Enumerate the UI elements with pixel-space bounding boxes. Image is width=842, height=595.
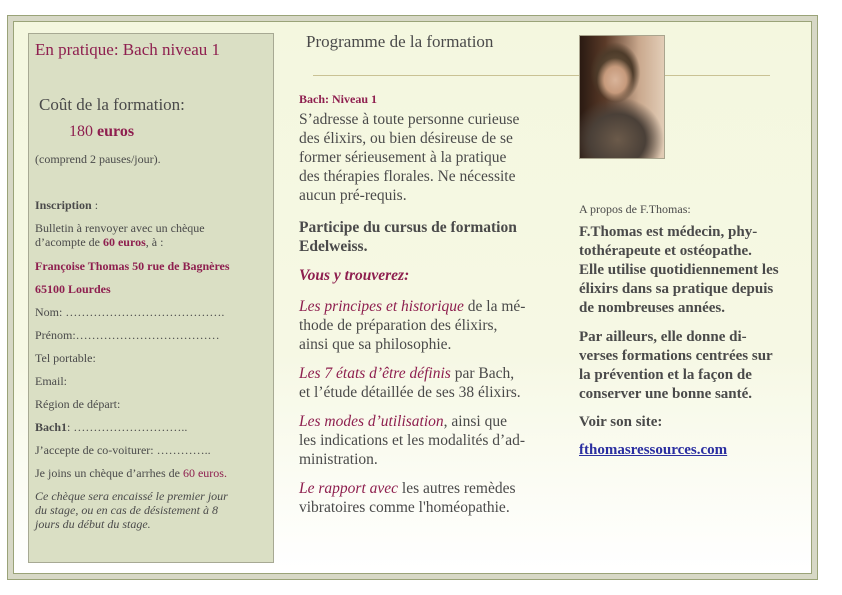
price-unit: euros <box>97 123 135 140</box>
bulletin-prefix: d’acompte de <box>35 235 103 249</box>
inscription-colon: : <box>91 198 99 212</box>
item-line: ainsi que sa philosophie. <box>299 336 452 353</box>
divider <box>313 75 770 76</box>
bio-line: élixirs dans sa pratique depuis <box>579 281 774 297</box>
bach1-dots: : ……………………….. <box>67 420 188 434</box>
item-text: les autres remèdes <box>398 480 516 497</box>
program-item <box>299 479 564 517</box>
field-tel[interactable]: Tel portable: <box>35 351 96 365</box>
intro-line: des thérapies florales. Ne nécessite <box>299 168 516 185</box>
bulletin-line-2 <box>35 235 163 250</box>
intro-line: S’adresse à toute personne curieuse <box>299 111 520 128</box>
note-line-1: Ce chèque sera encaissé le premier jour <box>35 489 228 503</box>
program-item <box>299 412 564 469</box>
portrait-photo <box>579 35 665 159</box>
arrhes-amount: 60 euros. <box>182 466 227 480</box>
address-line-1: Françoise Thomas 50 rue de Bagnères <box>35 259 230 273</box>
field-covoiturage[interactable]: J’accepte de co-voiturer: ………….. <box>35 443 211 457</box>
bio-line: tothérapeute et ostéopathe. <box>579 243 752 259</box>
about-label: A propos de F.Thomas: <box>579 202 691 216</box>
cost-label: Coût de la formation: <box>39 95 185 114</box>
address-line-2: 65100 Lourdes <box>35 282 111 296</box>
item-text: , ainsi que <box>443 413 507 430</box>
arrhes-prefix: Je joins un chèque d’arrhes de <box>35 466 183 480</box>
other-line: conserver une bonne santé. <box>579 386 753 402</box>
field-region[interactable]: Région de départ: <box>35 397 121 411</box>
cursus-line: Edelweiss. <box>299 238 368 255</box>
other-line: Par ailleurs, elle donne di- <box>579 329 747 345</box>
field-bach1[interactable] <box>35 420 187 435</box>
site-label: Voir son site: <box>579 414 663 430</box>
program-item <box>299 297 564 354</box>
field-email[interactable]: Email: <box>35 374 67 388</box>
price <box>69 123 134 141</box>
intro-line: des élixirs, ou bien désireuse de se <box>299 130 513 147</box>
item-line: les indications et les modalités d’ad- <box>299 432 525 449</box>
bio-line: Elle utilise quotidiennement les <box>579 262 779 278</box>
bio-line: F.Thomas est médecin, phy- <box>579 224 758 240</box>
item-text: de la mé- <box>463 298 526 315</box>
deposit-amount: 60 euros <box>102 235 146 249</box>
field-prenom[interactable]: Prénom:……………………………… <box>35 328 220 342</box>
vous-trouverez-text: Vous y trouverez: <box>299 267 410 284</box>
price-amount: 180 <box>69 123 93 140</box>
vous-trouverez-heading <box>299 266 564 285</box>
cursus-line: Participe du cursus de formation <box>299 219 517 236</box>
item-emphasis: Les modes d’utilisation <box>299 413 444 430</box>
item-line: vibratoires comme l'homéopathie. <box>299 499 510 516</box>
bulletin-suffix: , à : <box>145 235 164 249</box>
bulletin-line-1: Bulletin à renvoyer avec un chèque <box>35 221 205 235</box>
cursus-text <box>299 218 564 256</box>
program-intro <box>299 110 564 205</box>
price-note: (comprend 2 pauses/jour). <box>35 152 161 166</box>
note-line-2: du stage, ou en cas de désistement à 8 <box>35 503 218 517</box>
bach1-label: Bach1 <box>35 420 68 434</box>
intro-line: former sérieusement à la pratique <box>299 149 507 166</box>
about-other <box>579 328 814 404</box>
field-nom[interactable]: Nom: …………………………………. <box>35 305 225 319</box>
item-emphasis: Les principes et historique <box>299 298 464 315</box>
other-line: verses formations centrées sur <box>579 348 773 364</box>
program-item <box>299 364 564 402</box>
program-title: Programme de la formation <box>306 32 494 51</box>
item-line: ministration. <box>299 451 378 468</box>
intro-line: aucun pré-requis. <box>299 187 407 204</box>
item-emphasis: Le rapport avec <box>299 480 399 497</box>
arrhes-line <box>35 466 227 481</box>
other-line: la prévention et la façon de <box>579 367 752 383</box>
practical-info-panel <box>28 33 274 563</box>
item-line: et l’étude détaillée de ses 38 élixirs. <box>299 384 521 401</box>
about-bio <box>579 223 814 318</box>
item-text: par Bach, <box>450 365 515 382</box>
note-line-3: jours du début du stage. <box>35 517 151 531</box>
inscription-heading <box>35 198 98 213</box>
program-subtitle: Bach: Niveau 1 <box>299 92 377 106</box>
inscription-label: Inscription <box>35 198 92 212</box>
item-line: thode de préparation des élixirs, <box>299 317 498 334</box>
bio-line: de nombreuses années. <box>579 300 725 316</box>
panel-title: En pratique: Bach niveau 1 <box>35 40 221 59</box>
website-link[interactable]: fthomasressources.com <box>579 442 728 458</box>
item-emphasis: Les 7 états d’être définis <box>299 365 451 382</box>
